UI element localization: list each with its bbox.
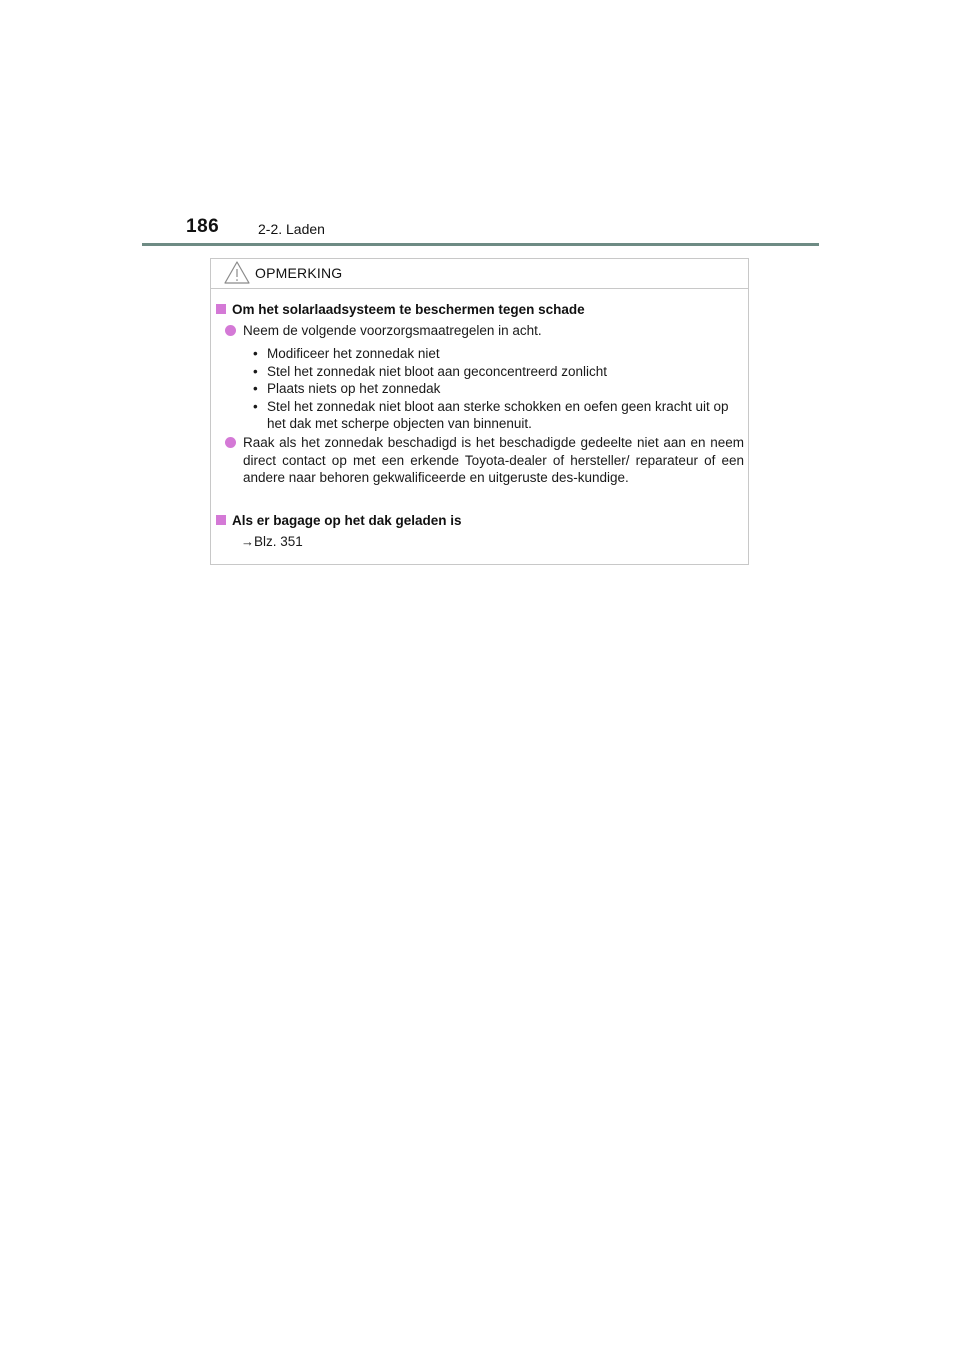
page-reference-text: Blz. 351 xyxy=(254,534,303,549)
sub-list-item-text: Stel het zonnedak niet bloot aan geconcentreerd zonlicht xyxy=(267,363,607,379)
sub-list-item-text: Modificeer het zonnedak niet xyxy=(267,346,440,361)
sub-list-item xyxy=(253,345,745,363)
sub-list-item-text: Stel het zonnedak niet bloot aan sterke schokken en oefen geen kracht uit op het dak met scherpe objecten van binnenuit. xyxy=(267,398,729,431)
list-item xyxy=(225,322,744,340)
section-heading-luggage xyxy=(216,512,462,530)
sub-list-item xyxy=(253,380,745,398)
page-number: 186 xyxy=(186,216,220,237)
notice-header xyxy=(211,259,748,289)
list-item xyxy=(225,434,744,487)
section-title: 2-2. Laden xyxy=(258,221,325,237)
sub-list-item xyxy=(253,398,745,433)
round-bullet-icon xyxy=(225,437,236,448)
notice-box xyxy=(210,258,749,565)
section-heading-text: Om het solarlaadsysteem te beschermen tegen schade xyxy=(232,302,585,317)
section-heading-text: Als er bagage op het dak geladen is xyxy=(232,513,462,528)
dot-bullet-icon: • xyxy=(253,398,258,414)
dot-bullet-icon: • xyxy=(253,346,258,361)
dot-bullet-icon: • xyxy=(253,381,258,396)
list-item-text: Neem de volgende voorzorgsmaatregelen in acht. xyxy=(243,323,542,338)
section-heading-protect xyxy=(216,301,585,319)
list-item-text: Raak als het zonnedak beschadigd is het beschadigde gedeelte niet aan en neem direct contact op met een erkende Toyota-dealer of hersteller/ reparateur of een andere naar behoren gekwalificeerde en uitgeruste des-kundige. xyxy=(243,435,744,485)
sub-list-item-text: Plaats niets op het zonnedak xyxy=(267,381,441,396)
notice-title: OPMERKING xyxy=(255,265,343,281)
header-rule xyxy=(142,243,819,246)
sub-list xyxy=(253,345,745,433)
arrow-right-icon: → xyxy=(241,534,254,549)
round-bullet-icon xyxy=(225,325,236,336)
page-reference-link[interactable] xyxy=(241,533,303,551)
square-bullet-icon xyxy=(216,304,226,314)
dot-bullet-icon: • xyxy=(253,363,258,379)
warning-triangle-icon xyxy=(224,260,250,284)
square-bullet-icon xyxy=(216,515,226,525)
sub-list-item xyxy=(253,363,745,381)
